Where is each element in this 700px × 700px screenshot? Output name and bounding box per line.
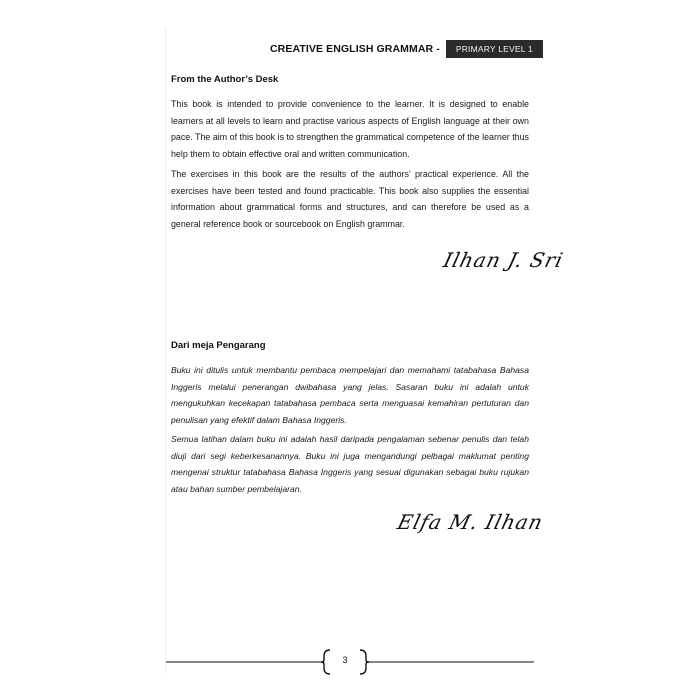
page-footer xyxy=(166,648,534,678)
malay-paragraph-2: Semua latihan dalam buku ini adalah hasil daripada pengalaman sebenar penulis dan telah diuji dari segi keberkesanannya. Buku ini juga mengandungi pelbagai maklumat penting mengenai struktur tatabahasa Bahasa Inggeris yang sesuai digunakan sebagai buku rujukan atau bahan sumber pembelajaran. xyxy=(171,434,529,494)
level-badge: PRIMARY LEVEL 1 xyxy=(446,40,543,58)
english-paragraph-1: This book is intended to provide convenience to the learner. It is designed to enable learners at all levels to learn and practise various aspects of English language at their own pace. The aim of this book is to strengthen the grammatical competence of the learner thus help them to obtain effective oral and written communication. xyxy=(171,99,529,159)
author-signature-ilhan: Ilhan J. Sri xyxy=(441,248,567,272)
english-paragraph-2: The exercises in this book are the results of the authors’ practical experience. All the exercises have been tested and found practicable. This book also supplies the essential information about grammatical forms and structures, and can therefore be used as a general reference book or sourcebook on English grammar. xyxy=(171,169,529,229)
malay-section-heading: Dari meja Pengarang xyxy=(171,340,266,351)
malay-paragraph-1: Buku ini ditulis untuk membantu pembaca mempelajari dan memahami tatabahasa Bahasa Inggeris melalui penerangan dwibahasa yang jelas. Sasaran buku ini adalah untuk mengukuhkan kecekapan tatabahasa pembaca serta menguasai kemahiran pertuturan dan penulisan yang efektif dalam Bahasa Inggeris. xyxy=(171,365,529,425)
page-header xyxy=(270,40,543,58)
english-section-heading: From the Author’s Desk xyxy=(171,74,279,85)
book-page xyxy=(165,28,567,674)
page-number: 3 xyxy=(342,655,348,665)
author-signature-elfa: Elfa M. Ilhan xyxy=(395,510,546,534)
book-title: CREATIVE ENGLISH GRAMMAR - xyxy=(270,43,440,55)
